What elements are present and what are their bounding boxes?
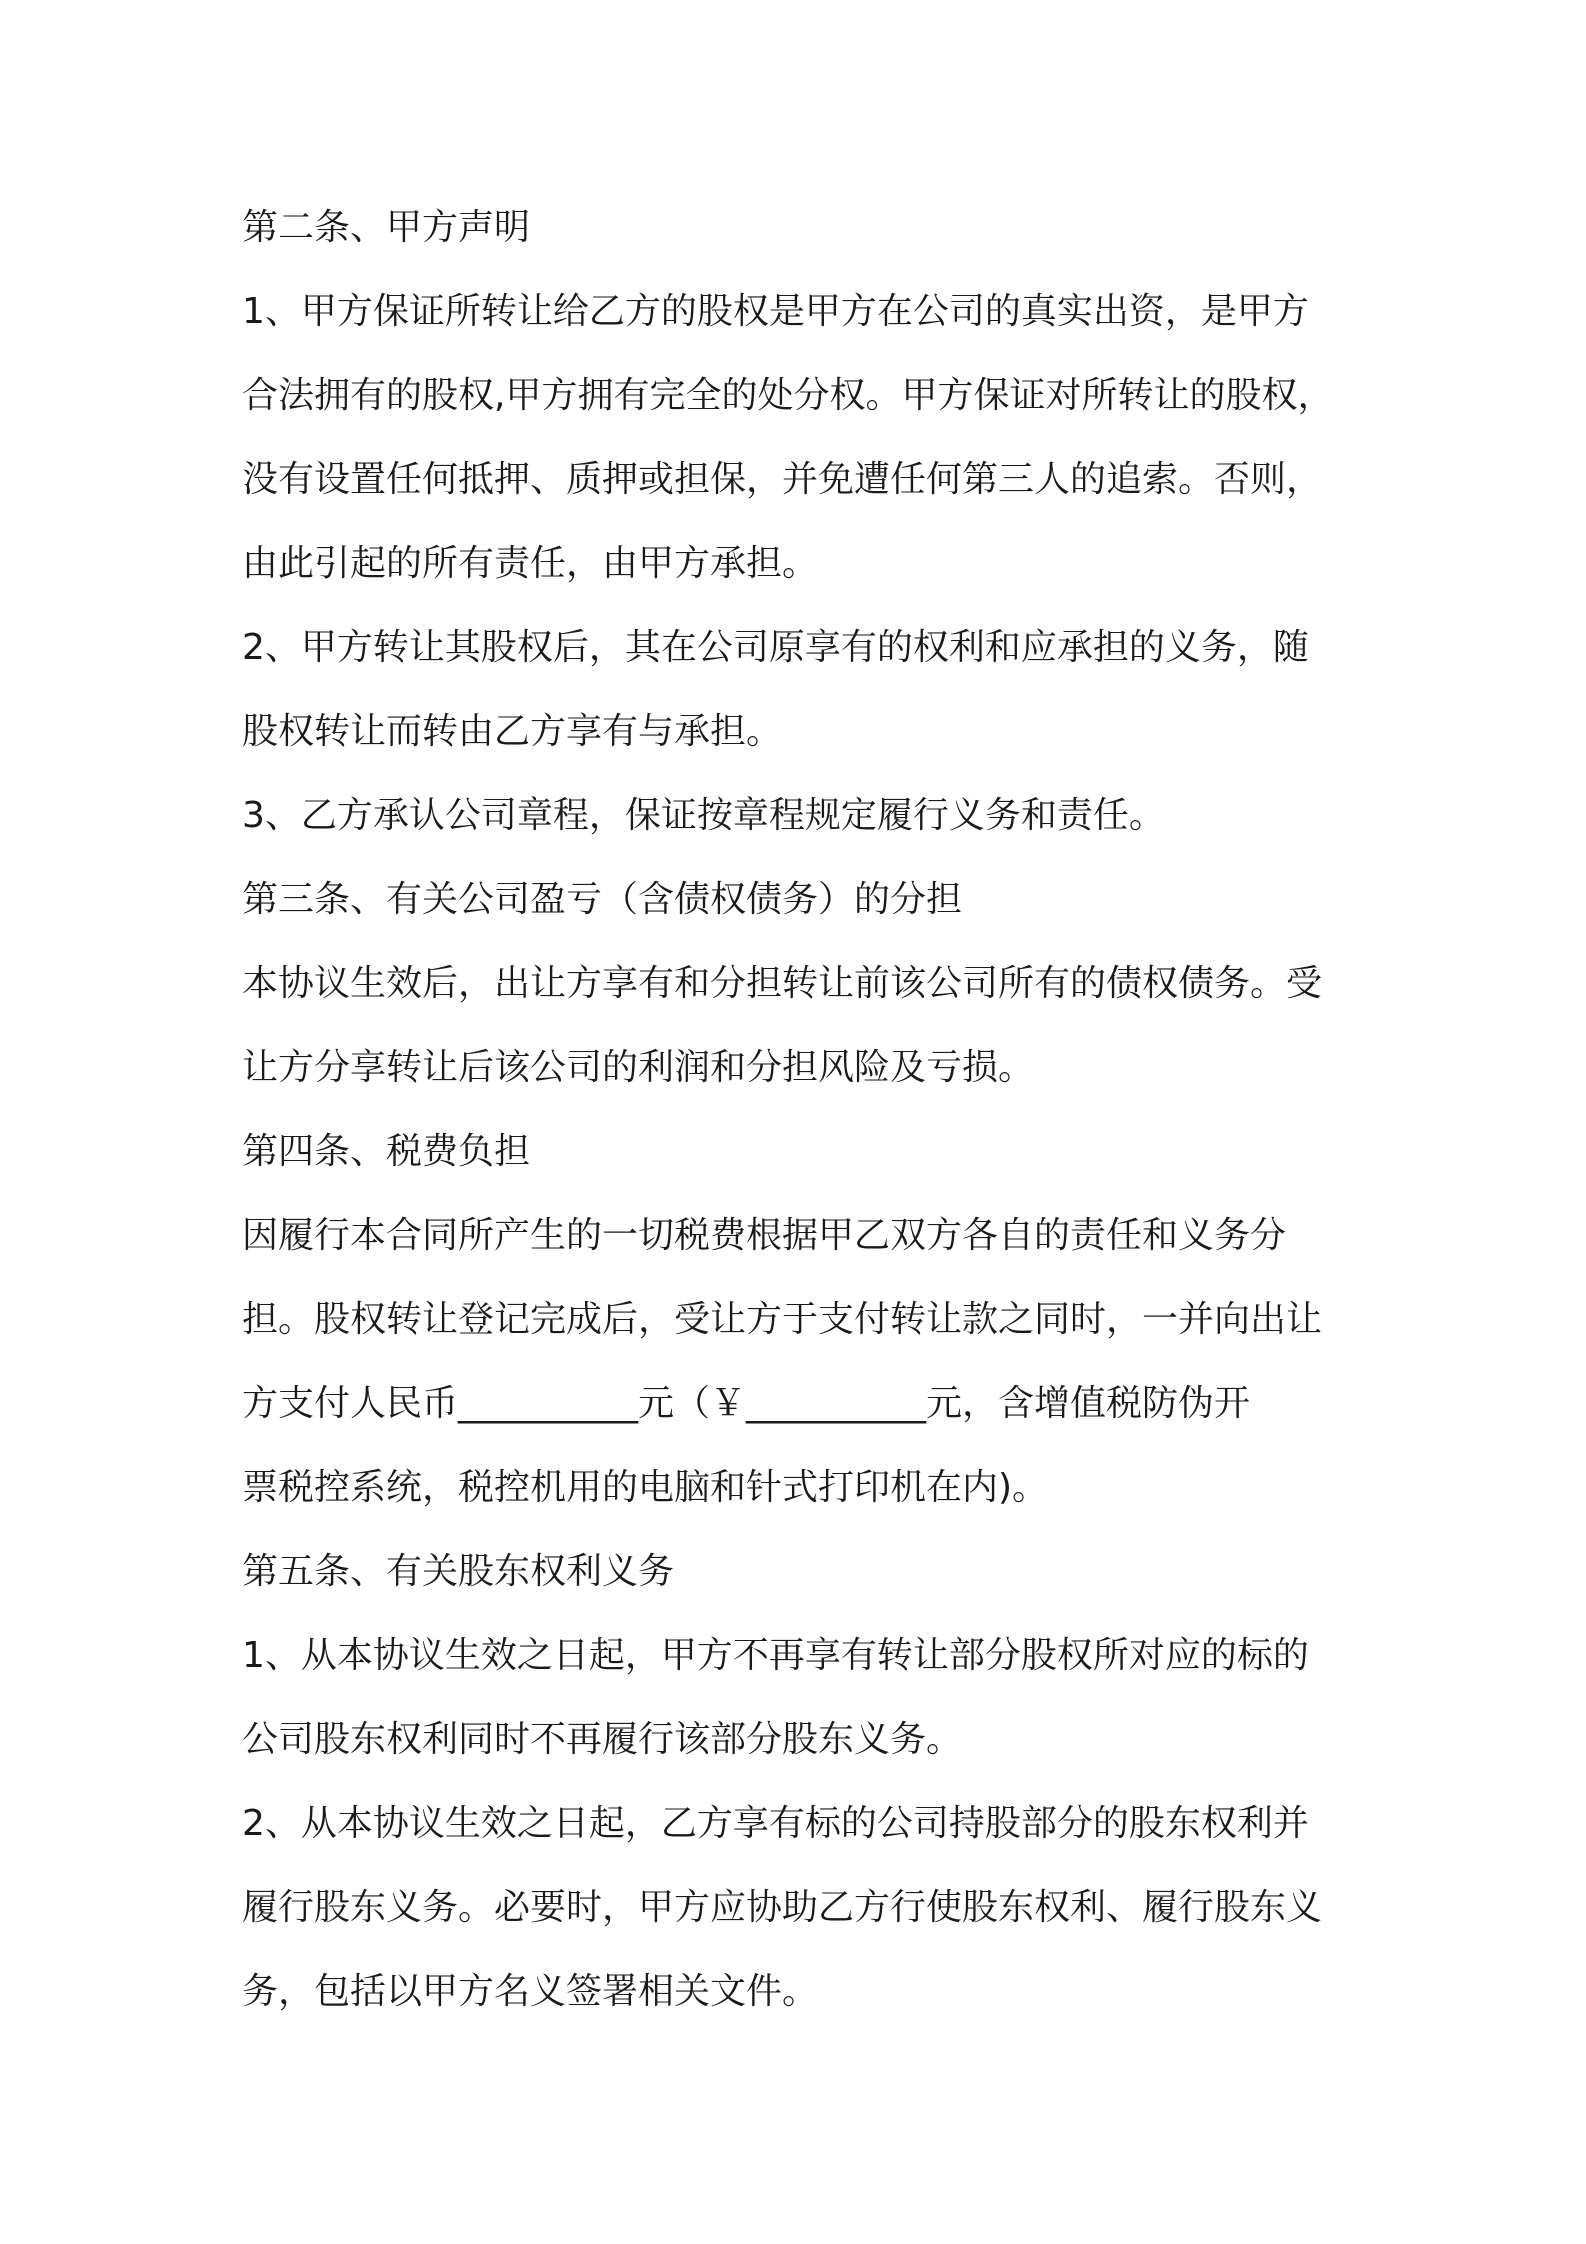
text-line: 没有设置任何抵押、质押或担保，并免遭任何第三人的追索。否则， <box>242 459 1323 500</box>
article-5-heading: 第五条、有关股东权利义务 <box>242 1551 675 1592</box>
text-line: 1、从本协议生效之日起，甲方不再享有转让部分股权所对应的标的 <box>242 1635 1309 1676</box>
text-line: 2、从本协议生效之日起，乙方享有标的公司持股部分的股东权利并 <box>242 1803 1309 1844</box>
text-line: 3、乙方承认公司章程，保证按章程规定履行义务和责任。 <box>242 795 1165 836</box>
text-line: 股权转让而转由乙方享有与承担。 <box>242 711 783 752</box>
text-line: 担。股权转让登记完成后，受让方于支付转让款之同时，一并向出让 <box>242 1299 1323 1340</box>
text-line: 务，包括以甲方名义签署相关文件。 <box>242 1971 819 2012</box>
article-3-heading: 第三条、有关公司盈亏（含债权债务）的分担 <box>242 879 963 920</box>
text-line: 因履行本合同所产生的一切税费根据甲乙双方各自的责任和义务分 <box>242 1215 1287 1256</box>
text-line: 1、甲方保证所转让给乙方的股权是甲方在公司的真实出资，是甲方 <box>242 291 1309 332</box>
text-line: 由此引起的所有责任，由甲方承担。 <box>242 543 819 584</box>
text-line: 履行股东义务。必要时，甲方应协助乙方行使股东权利、履行股东义 <box>242 1887 1323 1928</box>
text-line: 让方分享转让后该公司的利润和分担风险及亏损。 <box>242 1047 1035 1088</box>
text-line: 合法拥有的股权,甲方拥有完全的处分权。甲方保证对所转让的股权， <box>242 375 1334 416</box>
text-line: 2、甲方转让其股权后，其在公司原享有的权利和应承担的义务，随 <box>242 627 1309 668</box>
article-4-heading: 第四条、税费负担 <box>242 1131 531 1172</box>
text-line: 票税控系统，税控机用的电脑和针式打印机在内)。 <box>242 1467 1049 1508</box>
text-line: 本协议生效后，出让方享有和分担转让前该公司所有的债权债务。受 <box>242 963 1323 1004</box>
text-line: 公司股东权利同时不再履行该部分股东义务。 <box>242 1719 963 1760</box>
article-2-heading: 第二条、甲方声明 <box>242 207 531 248</box>
text-line: 方支付人民币__________元（￥__________元，含增值税防伪开 <box>242 1383 1251 1424</box>
